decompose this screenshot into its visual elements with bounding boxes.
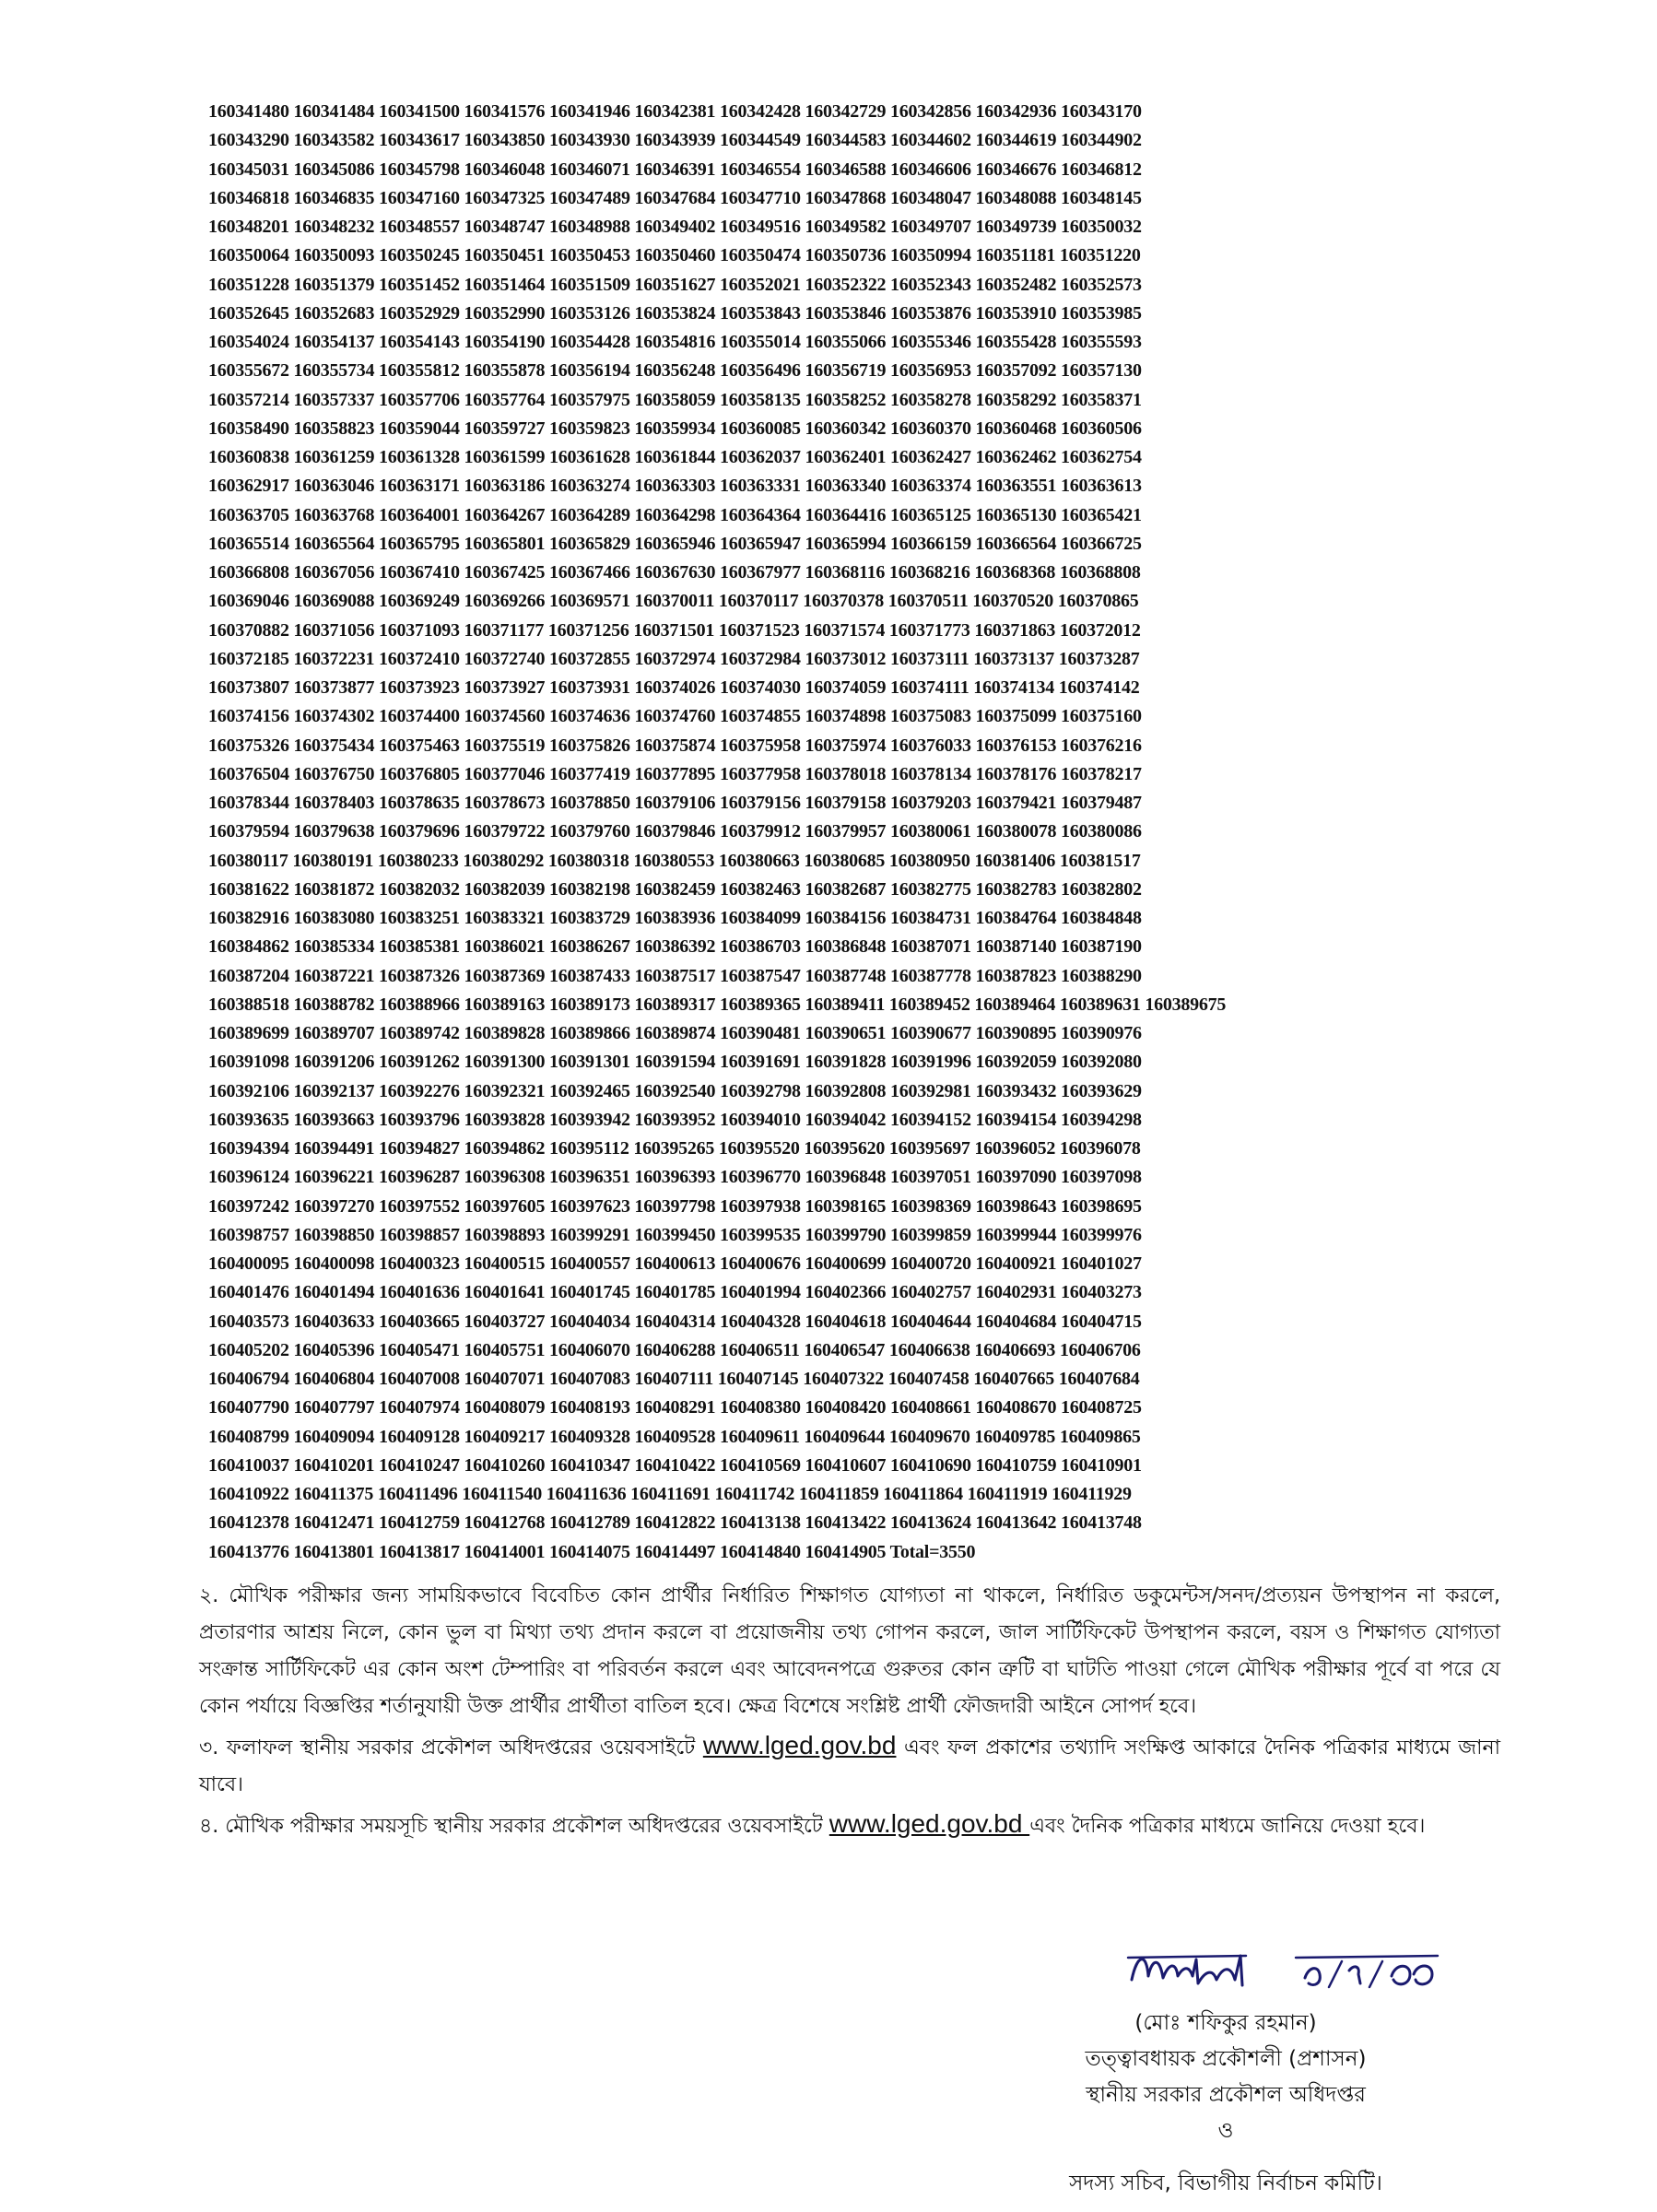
clause-4-text-after: এবং দৈনিক পত্রিকার মাধ্যমে জানিয়ে দেওয়া হবে।: [1029, 1815, 1426, 1838]
roll-number-row: 160354024 160354137 160354143 160354190 160354428 160354816 160355014 160355066 160355346 160355428 160355593: [208, 332, 1142, 352]
roll-number-row: 160341480 160341484 160341500 160341576 160341946 160342381 160342428 160342729 160342856 160342936 160343170: [208, 101, 1142, 122]
roll-number-row: 160346818 160346835 160347160 160347325 160347489 160347684 160347710 160347868 160348047 160348088 160348145: [208, 187, 1142, 208]
roll-number-row: 160396124 160396221 160396287 160396308 160396351 160396393 160396770 160396848 160397051 160397090 160397098: [208, 1167, 1142, 1188]
roll-number-row: 160350064 160350093 160350245 160350451 160350453 160350460 160350474 160350736 160350994 160351181 160351220: [208, 245, 1141, 266]
roll-number-row: 160358490 160358823 160359044 160359727 160359823 160359934 160360085 160360342 160360370 160360468 160360506: [208, 418, 1142, 439]
roll-number-row: 160373807 160373877 160373923 160373927 160373931 160374026 160374030 160374059 160374111 160374134 160374142: [208, 677, 1140, 698]
roll-number-row: 160382916 160383080 160383251 160383321 160383729 160383936 160384099 160384156 160384731 160384764 160384848: [208, 908, 1142, 928]
roll-number-row: 160393635 160393663 160393796 160393828 160393942 160393952 160394010 160394042 160394152 160394154 160394298: [208, 1109, 1142, 1130]
roll-number-row: 160410922 160411375 160411496 160411540 160411636 160411691 160411742 160411859 160411864 160411919 160411929: [208, 1484, 1132, 1504]
roll-number-row: 160392106 160392137 160392276 160392321 160392465 160392540 160392798 160392808 160392981 160393432 160393629: [208, 1080, 1142, 1101]
roll-number-row: 160362917 160363046 160363171 160363186 160363274 160363303 160363331 160363340 160363374 160363551 160363613: [208, 476, 1142, 497]
roll-number-row: 160410037 160410201 160410247 160410260 160410347 160410422 160410569 160410607 160410690 160410759 160410901: [208, 1454, 1142, 1476]
roll-number-row: 160360838 160361259 160361328 160361599 160361628 160361844 160362037 160362401 160362427 160362462 160362754: [208, 447, 1142, 467]
roll-number-row: 160348201 160348232 160348557 160348747 160348988 160349402 160349516 160349582 160349707 160349739 160350032: [208, 217, 1142, 237]
roll-number-row: 160363705 160363768 160364001 160364267 160364289 160364298 160364364 160364416 160365125 160365130 160365421: [208, 504, 1142, 525]
roll-number-row: 160391098 160391206 160391262 160391300 160391301 160391594 160391691 160391828 160391996 160392059 160392080: [208, 1052, 1142, 1073]
signatory-spacer: [968, 2149, 1484, 2166]
roll-number-row: 160351228 160351379 160351452 160351464 160351509 160351627 160352021 160352322 160352343 160352482 160352573: [208, 274, 1142, 295]
roll-number-row: 160378344 160378403 160378635 160378673 160378850 160379106 160379156 160379158 160379203 160379421 160379487: [208, 793, 1142, 813]
roll-number-row: 160380117 160380191 160380233 160380292 160380318 160380553 160380663 160380685 160380950 160381406 160381517: [208, 850, 1141, 871]
roll-number-row: 160408799 160409094 160409128 160409217 160409328 160409528 160409611 160409644 160409670 160409785 160409865: [208, 1426, 1141, 1447]
clause-3: [199, 1727, 1500, 1804]
roll-number-row: 160403573 160403633 160403665 160403727 160404034 160404314 160404328 160404618 160404644 160404684 160404715: [208, 1311, 1142, 1332]
signatory-role: সদস্য সচিব, বিভাগীয় নির্বাচন কমিটি।: [1069, 2171, 1382, 2195]
roll-number-row: 160379594 160379638 160379696 160379722 160379760 160379846 160379912 160379957 160380061 160380078 160380086: [208, 821, 1142, 842]
roll-number-row: 160355672 160355734 160355812 160355878 160356194 160356248 160356496 160356719 160356953 160357092 160357130: [208, 360, 1142, 382]
roll-number-row: 160413776 160413801 160413817 160414001 160414075 160414497 160414840 160414905 Total=3550: [208, 1541, 976, 1562]
roll-number-row: 160374156 160374302 160374400 160374560 160374636 160374760 160374855 160374898 160375083 160375099 160375160: [208, 706, 1142, 727]
clause-4-text-before: ৪. মৌখিক পরীক্ষার সময়সূচি স্থানীয় সরকার প্রকৌশল অধিদপ্তরের ওয়েবসাইটে: [199, 1815, 829, 1838]
roll-number-row: 160370882 160371056 160371093 160371177 160371256 160371501 160371523 160371574 160371773 160371863 160372012: [208, 619, 1141, 641]
lged-website-link-2[interactable]: www.lged.gov.bd: [828, 1809, 1030, 1838]
roll-number-row: 160345031 160345086 160345798 160346048 160346071 160346391 160346554 160346588 160346606 160346676 160346812: [208, 159, 1142, 180]
roll-number-row: 160401476 160401494 160401636 160401641 160401745 160401785 160401994 160402366 160402757 160402931 160403273: [208, 1282, 1142, 1303]
lged-website-link[interactable]: www.lged.gov.bd: [702, 1731, 897, 1759]
roll-number-row: 160381622 160381872 160382032 160382039 160382198 160382459 160382463 160382687 160382775 160382783 160382802: [208, 878, 1142, 900]
roll-number-row: 160376504 160376750 160376805 160377046 160377419 160377895 160377958 160378018 160378134 160378176 160378217: [208, 763, 1142, 784]
roll-number-row: 160384862 160385334 160385381 160386021 160386267 160386392 160386703 160386848 160387071 160387140 160387190: [208, 936, 1142, 958]
roll-number-row: 160366808 160367056 160367410 160367425 160367466 160367630 160367977 160368116 160368216 160368368 160368808: [208, 562, 1141, 582]
roll-number-row: 160389699 160389707 160389742 160389828 160389866 160389874 160390481 160390651 160390677 160390895 160390976: [208, 1023, 1142, 1043]
roll-number-row: 160357214 160357337 160357706 160357764 160357975 160358059 160358135 160358252 160358278 160358292 160358371: [208, 389, 1142, 410]
roll-number-row: 160343290 160343582 160343617 160343850 160343930 160343939 160344549 160344583 160344602 160344619 160344902: [208, 130, 1142, 151]
roll-number-list: [208, 98, 1508, 1567]
roll-number-row: 160365514 160365564 160365795 160365801 160365829 160365946 160365947 160365994 160366159 160366564 160366725: [208, 533, 1142, 554]
clause-4: [199, 1806, 1500, 1845]
roll-number-row: 160400095 160400098 160400323 160400515 160400557 160400613 160400676 160400699 160400720 160400921 160401027: [208, 1253, 1142, 1274]
roll-number-row: 160407790 160407797 160407974 160408079 160408193 160408291 160408380 160408420 160408661 160408670 160408725: [208, 1397, 1142, 1418]
clause-2-text: ২. মৌখিক পরীক্ষার জন্য সাময়িকভাবে বিবেচিত কোন প্রার্থীর নির্ধারিত শিক্ষাগত যোগ্যতা না থাকলে, নির্ধারিত ডকুমেন্টস/সনদ/প্রত্যয়ন উপস্থাপন না করলে, প্রতারণার আশ্রয় নিলে, কোন ভুল বা মিথ্যা তথ্য প্রদান করলে বা প্রয়োজনীয় তথ্য গোপন করলে, জাল সার্টিফিকেট উপস্থাপন করলে, বয়স ও শিক্ষাগত যোগ্যতা সংক্রান্ত সার্টিফিকেট এর কোন অংশ টেম্পারিং বা পরিবর্তন করলে এবং আবেদনপত্রে গুরুতর কোন ত্রুটি বা ঘাটতি পাওয়া গেলে মৌখিক পরীক্ষার পূর্বে বা পরে যে কোন পর্যায়ে বিজ্ঞপ্তির শর্তানুযায়ী উক্ত প্রার্থীর প্রার্থীতা বাতিল হবে। ক্ষেত্র বিশেষে সংশ্লিষ্ট প্রার্থী ফৌজদারী আইনে সোপর্দ হবে।: [199, 1584, 1500, 1718]
signatory-office: স্থানীয় সরকার প্রকৌশল অধিদপ্তর: [1086, 2083, 1366, 2107]
roll-number-row: 160352645 160352683 160352929 160352990 160353126 160353824 160353843 160353846 160353876 160353910 160353985: [208, 302, 1142, 324]
clause-2: [199, 1578, 1500, 1725]
notice-clauses: [199, 1578, 1500, 1847]
clause-3-text-before: ৩. ফলাফল স্থানীয় সরকার প্রকৌশল অধিদপ্তরের ওয়েবসাইটে: [199, 1736, 703, 1759]
signatory-conjunction: ও: [1217, 2119, 1234, 2143]
roll-number-row: 160397242 160397270 160397552 160397605 160397623 160397798 160397938 160398165 160398369 160398643 160398695: [208, 1195, 1142, 1217]
roll-number-row: 160394394 160394491 160394827 160394862 160395112 160395265 160395520 160395620 160395697 160396052 160396078: [208, 1138, 1141, 1159]
roll-number-row: 160387204 160387221 160387326 160387369 160387433 160387517 160387547 160387748 160387778 160387823 160388290: [208, 965, 1142, 986]
roll-number-row: 160369046 160369088 160369249 160369266 160369571 160370011 160370117 160370378 160370511 160370520 160370865: [208, 591, 1139, 612]
signatory-designation: তত্ত্বাবধায়ক প্রকৌশলী (প্রশাসন): [1085, 2047, 1367, 2071]
signatory-name: (মোঃ শফিকুর রহমান): [1134, 2011, 1317, 2035]
clause-3-text-after: এবং ফল প্রকাশের তথ্যাদি সংক্ষিপ্ত আকারে দৈনিক পত্রিকার মাধ্যমে জানা যাবে।: [199, 1736, 1500, 1796]
roll-number-row: 160372185 160372231 160372410 160372740 160372855 160372974 160372984 160373012 160373111 160373137 160373287: [208, 648, 1140, 669]
roll-number-row: 160388518 160388782 160388966 160389163 160389173 160389317 160389365 160389411 160389452 160389464 160389631 160389675: [208, 994, 1227, 1015]
roll-number-row: 160406794 160406804 160407008 160407071 160407083 160407111 160407145 160407322 160407458 160407665 160407684: [208, 1369, 1140, 1389]
handwritten-signature: [1124, 1943, 1456, 1998]
roll-number-row: 160375326 160375434 160375463 160375519 160375826 160375874 160375958 160375974 160376033 160376153 160376216: [208, 735, 1142, 756]
signatory-block: [968, 2006, 1484, 2202]
roll-number-row: 160412378 160412471 160412759 160412768 160412789 160412822 160413138 160413422 160413624 160413642 160413748: [208, 1512, 1142, 1534]
roll-number-row: 160398757 160398850 160398857 160398893 160399291 160399450 160399535 160399790 160399859 160399944 160399976: [208, 1224, 1142, 1245]
roll-number-row: 160405202 160405396 160405471 160405751 160406070 160406288 160406511 160406547 160406638 160406693 160406706: [208, 1339, 1141, 1360]
